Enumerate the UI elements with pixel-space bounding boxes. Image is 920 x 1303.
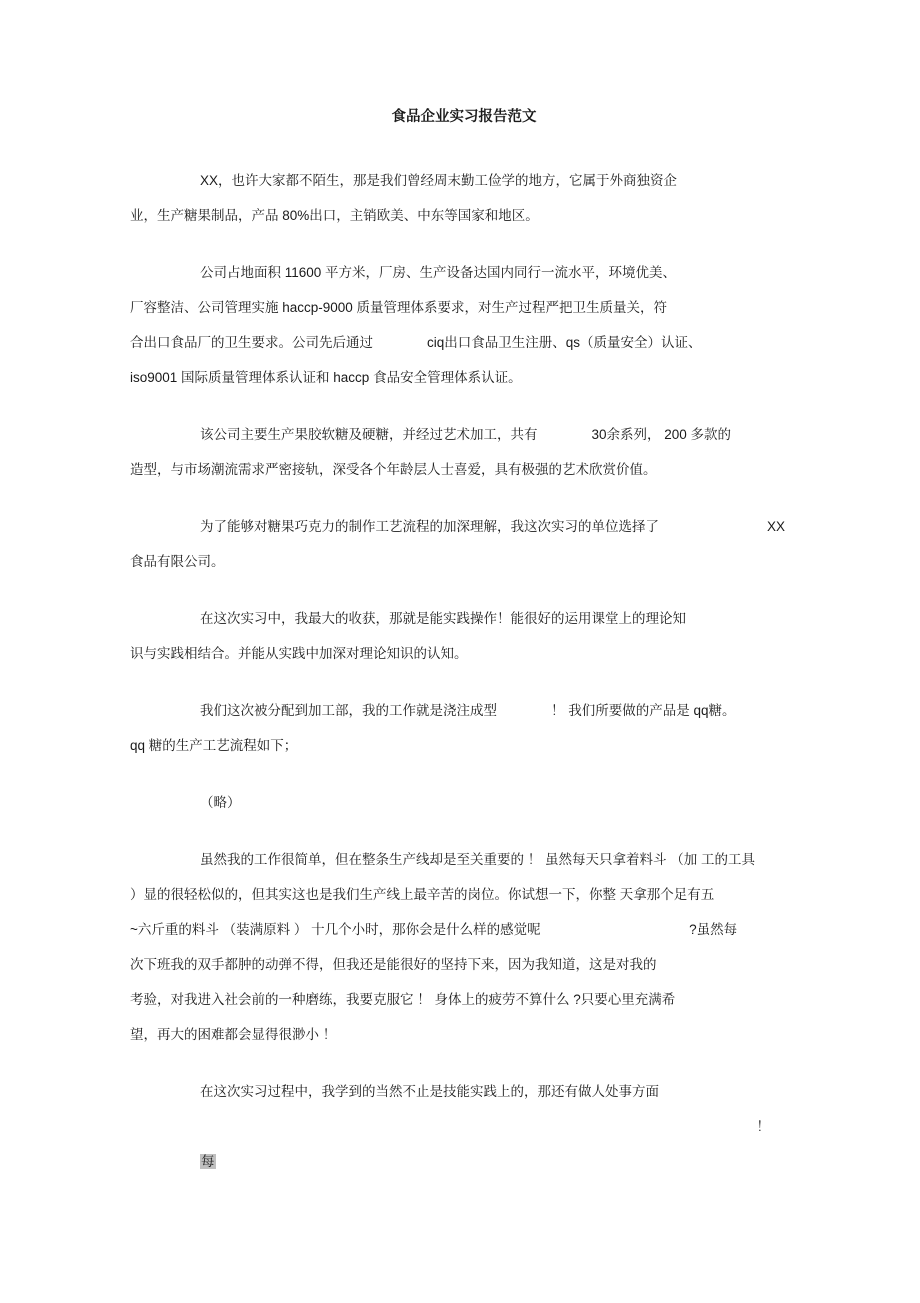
text-line: 公司占地面积 11600 平方米，厂房、生产设备达国内同行一流水平，环境优美、: [200, 265, 677, 280]
text-line: XX，也许大家都不陌生，那是我们曾经周末勤工俭学的地方，它属于外商独资企: [200, 173, 678, 188]
text-line: qq 糖的生产工艺流程如下；: [130, 738, 298, 753]
text-line: [130, 1144, 798, 1179]
text-line: ！: [756, 1119, 770, 1134]
text-line: 该公司主要生产果胶软糖及硬糖，并经过艺术加工，共有 30余系列， 200 多款的: [200, 427, 732, 442]
text-line: 业，生产糖果制品，产品 80%出口，主销欧美、中东等国家和地区。: [130, 208, 539, 223]
text-line: 识与实践相结合。并能从实践中加深对理论知识的认知。: [130, 646, 468, 661]
text-line: iso9001 国际质量管理体系认证和 haccp 食品安全管理体系认证。: [130, 370, 522, 385]
page-title: 食品企业实习报告范文: [391, 109, 537, 125]
text-line: 次下班我的双手都肿的动弹不得，但我还是能很好的坚持下来，因为我知道，这是对我的: [130, 957, 657, 972]
paragraph: [130, 417, 798, 487]
paragraph: [130, 163, 798, 233]
text-line: 在这次实习过程中，我学到的当然不止是技能实践上的，那还有做人处事方面: [200, 1084, 659, 1099]
text-line: 厂容整洁、公司管理实施 haccp-9000 质量管理体系要求，对生产过程严把卫生质量关，符: [130, 300, 668, 315]
document-content: [130, 0, 798, 1179]
paragraph: [130, 509, 798, 579]
text-line: 望，再大的困难都会显得很渺小 ！: [130, 1027, 337, 1042]
paragraph: [130, 842, 798, 1052]
text-line: 为了能够对糖果巧克力的制作工艺流程的加深理解，我这次实习的单位选择了 XX: [200, 519, 786, 534]
text-line: 造型，与市场潮流需求严密接轨，深受各个年龄层人士喜爱，具有极强的艺术欣赏价值。: [130, 462, 657, 477]
text-line: ~六斤重的料斗 （装满原料 ） 十几个小时，那你会是什么样的感觉呢 ?虽然每: [130, 922, 738, 937]
text-line: ）显的很轻松似的，但其实这也是我们生产线上最辛苦的岗位。你试想一下，你整 天拿那个足有五: [130, 887, 715, 902]
paragraph: [130, 1074, 798, 1179]
text-line: 在这次实习中，我最大的收获，那就是能实践操作！能很好的运用课堂上的理论知: [200, 611, 686, 626]
paragraph: [130, 785, 798, 820]
text-line: （略）: [200, 795, 241, 810]
paragraph: [130, 693, 798, 763]
text-line: 我们这次被分配到加工部，我的工作就是浇注成型 ！ 我们所要做的产品是 qq糖。: [200, 703, 736, 718]
text-line: 食品有限公司。: [130, 554, 225, 569]
paragraph: [130, 255, 798, 395]
text-line: 合出口食品厂的卫生要求。公司先后通过 ciq出口食品卫生注册、qs（质量安全）认证、: [130, 335, 702, 350]
text-line: 虽然我的工作很简单，但在整条生产线却是至关重要的 ！ 虽然每天只拿着料斗 （加 工的工具: [200, 852, 756, 867]
highlighted-char: 每: [201, 1154, 215, 1169]
paragraph: [130, 601, 798, 671]
text-line: 考验，对我进入社会前的一种磨练，我要克服它 ！ 身体上的疲劳不算什么 ?只要心里充满希: [130, 992, 676, 1007]
